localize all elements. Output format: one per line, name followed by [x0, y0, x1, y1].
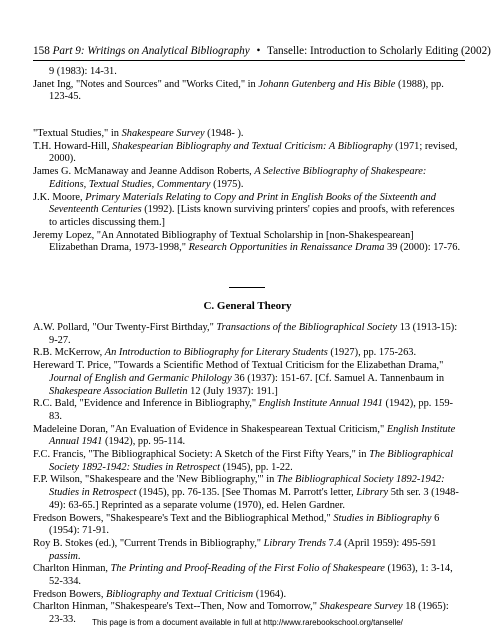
entry-text: (1992). [Lists known surviving printers' copies and proofs, with references to articles discussing them.] — [49, 204, 455, 228]
entry-text: (1945), pp. 1-22. — [220, 461, 293, 473]
bib-entry-hinman-1 — [33, 563, 465, 588]
entry-text: 9 (1983): 14-31. — [49, 66, 117, 77]
entry-title-italic: English Institute Annual 1941 — [258, 398, 383, 410]
bib-entry-ing — [33, 79, 465, 104]
bib-entry-stokes — [33, 538, 465, 563]
entry-text: A.W. Pollard, "Our Twenty-First Birthday," — [33, 322, 217, 333]
entry-text: R.C. Bald, "Evidence and Inference in Bibliography," — [33, 398, 259, 410]
bib-entry-bowers-1 — [33, 513, 465, 538]
entry-text: F.P. Wilson, "Shakespeare and the 'New Bibliography,'" in — [33, 474, 277, 486]
entry-text: 36 (1937): 151-67. [Cf. Samuel A. Tannenbaum in — [231, 372, 445, 384]
entry-title-italic: Bibliography and Textual Criticism — [106, 588, 254, 600]
entry-text: Charlton Hinman, "Shakespeare's Text--Then, Now and Tomorrow," — [33, 601, 320, 613]
entry-text: (1948- ). — [204, 128, 244, 139]
entry-title-italic: A Selective Bibliography of Shakespeare: Editions, Textual Studies, Commentary — [49, 166, 427, 190]
entry-text: . — [77, 550, 81, 562]
general-theory-entries — [33, 322, 465, 627]
entry-text: J.K. Moore, — [33, 191, 86, 203]
bib-entry-wilson — [33, 474, 465, 512]
entry-title-italic: The Bibliographical Society 1892-1942: Studies in Retrospect — [49, 449, 454, 473]
book-title: Tanselle: Introduction to Scholarly Editing (2002) — [267, 45, 491, 57]
entry-title-italic: English Institute Annual 1941 — [49, 423, 456, 448]
entry-title-italic: Research Opportunities in Renaissance Drama — [188, 242, 385, 254]
bib-entry-bald — [33, 398, 465, 423]
header-bullet: • — [256, 45, 261, 57]
entry-text: Jeremy Lopez, "An Annotated Bibliography of Textual Scholarship in [non-Shakespearean] Elizabethan Drama, 1973-1998," — [33, 229, 414, 254]
entry-text: Fredson Bowers, "Shakespeare's Text and the Bibliographical Method," — [33, 512, 334, 524]
textual-studies-entries — [33, 128, 465, 255]
entry-title-italic: Primary Materials Relating to Copy and Print in English Books of the Sixteenth and Seventeenth Centuries — [49, 191, 436, 216]
bib-entry-moore — [33, 192, 465, 230]
entry-text: James G. McManaway and Jeanne Addison Roberts, — [33, 166, 255, 178]
entry-text: 13 (1913-15): 9-27. — [49, 322, 458, 346]
entry-text: Janet Ing, "Notes and Sources" and "Works Cited," in — [33, 78, 259, 90]
section-divider — [229, 287, 265, 288]
entry-text: (1988), pp. 123-45. — [49, 78, 444, 103]
entry-text: (1963), 1: 3-14, 52-334. — [49, 563, 453, 588]
entry-text: R.B. McKerrow, — [33, 347, 105, 359]
entry-text: "Textual Studies," in — [33, 128, 122, 139]
entry-title-italic: Shakespearian Bibliography and Textual Criticism: A Bibliography — [112, 140, 393, 152]
page-number: 158 — [33, 45, 50, 57]
bib-entry-francis — [33, 449, 465, 474]
entry-title-italic: The Printing and Proof-Reading of the First Folio of Shakespeare — [110, 563, 385, 575]
entry-text: Fredson Bowers, — [33, 588, 107, 600]
footer-note: This page is from a document available in full at http://www.rarebookschool.org/tanselle/ — [92, 618, 403, 627]
entry-text: 5th ser. 3 (1948-49): 63-65.] Reprinted as a separate volume (1970), ed. Helen Gardner. — [49, 487, 459, 511]
entry-text: (1964). — [253, 588, 287, 600]
entry-text: 18 (1965): 23-33. — [49, 601, 449, 626]
entry-title-italic: Library Trends — [263, 537, 326, 549]
entry-text: Madeleine Doran, "An Evaluation of Evidence in Shakespearean Textual Criticism," — [33, 423, 387, 435]
entry-text: 6 (1954): 71-91. — [49, 512, 440, 537]
bib-entry-howard-hill — [33, 141, 465, 166]
top-entries — [33, 66, 465, 104]
entry-title-italic: Shakespeare Survey — [121, 128, 205, 139]
entry-text: T.H. Howard-Hill, — [33, 140, 113, 152]
bib-entry-bowers-2 — [33, 589, 465, 602]
entry-text: (1971; revised, 2000). — [49, 140, 458, 165]
entry-title-italic: Shakespeare Association Bulletin — [49, 385, 188, 397]
running-header — [33, 44, 491, 61]
bib-entry-pollard — [33, 322, 465, 347]
entry-text: F.C. Francis, "The Bibliographical Society: A Sketch of the First Fifty Years," in — [33, 449, 370, 461]
bib-entry-doran — [33, 424, 465, 449]
entry-title-italic: Library — [356, 487, 389, 499]
entry-title-italic: Transactions of the Bibliographical Society — [216, 322, 398, 333]
entry-text: (1927), pp. 175-263. — [327, 347, 417, 359]
bib-entry-price — [33, 360, 465, 398]
bib-entry-lopez — [33, 230, 465, 255]
entry-title-italic: An Introduction to Bibliography for Literary Students — [104, 347, 328, 359]
entry-text: (1975). — [210, 178, 244, 190]
bib-entry-mcmanaway — [33, 166, 465, 191]
entry-text: 7.4 (April 1959): 495-591 — [325, 537, 437, 549]
section-heading: C. General Theory — [203, 300, 292, 312]
bib-entry-mckerrow — [33, 347, 465, 360]
entry-text: Roy B. Stokes (ed.), "Current Trends in Bibliography," — [33, 537, 264, 549]
entry-title-italic: Journal of English and Germanic Philology — [49, 372, 232, 384]
entry-title-italic: Shakespeare Survey — [319, 601, 403, 613]
entry-title-italic: The Bibliographical Society 1892-1942: Studies in Retrospect — [49, 474, 445, 499]
entry-text: Charlton Hinman, — [33, 563, 111, 575]
entry-text: (1942), pp. 95-114. — [102, 436, 186, 448]
entry-text: (1942), pp. 159-83. — [49, 398, 454, 422]
entry-title-italic: Johann Gutenberg and His Bible — [258, 78, 396, 90]
part-title: Part 9: Writings on Analytical Bibliography — [52, 45, 250, 57]
entry-text: 12 (July 1937): 191.] — [187, 385, 278, 397]
entry-text: Hereward T. Price, "Towards a Scientific Method of Textual Criticism for the Elizabethan Drama," — [33, 360, 444, 372]
bib-entry-textual-studies — [33, 128, 465, 141]
entry-text: 39 (2000): 17-76. — [384, 242, 461, 254]
bib-entry-cont-line — [33, 66, 465, 79]
entry-text: (1945), pp. 76-135. [See Thomas M. Parrott's letter, — [136, 487, 357, 499]
entry-title-italic: passim — [49, 550, 78, 562]
entry-title-italic: Studies in Bibliography — [333, 512, 432, 524]
